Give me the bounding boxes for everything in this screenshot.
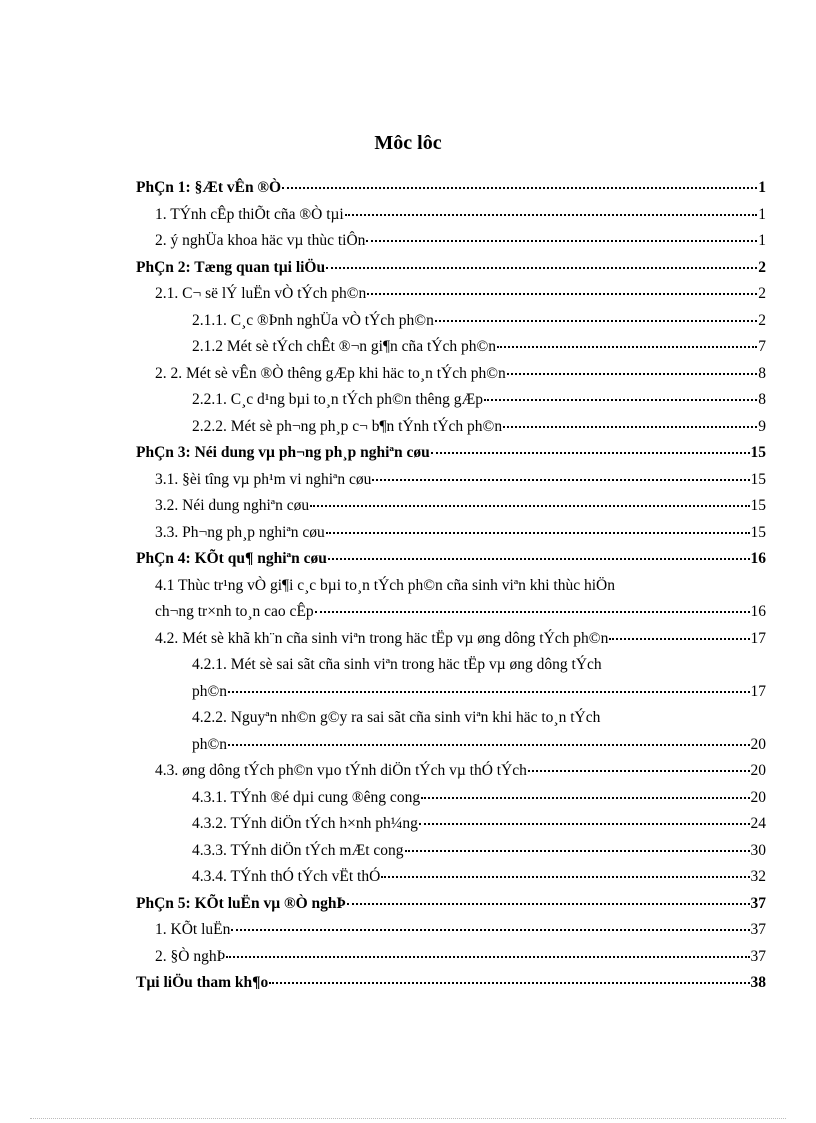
- toc-page-number: 8: [758, 364, 766, 382]
- toc-entry-text: 1. KÕt luËn: [155, 921, 231, 938]
- dot-leader: [421, 796, 749, 799]
- toc-page-number: 15: [750, 497, 766, 514]
- dot-leader: [497, 345, 757, 348]
- dot-leader: [345, 213, 758, 216]
- toc-page-number: 2: [758, 285, 766, 302]
- toc-page-number: 7: [758, 338, 766, 355]
- toc-entry[interactable]: [192, 788, 766, 808]
- toc-entry[interactable]: [155, 470, 766, 490]
- toc-entry[interactable]: [155, 602, 766, 622]
- toc-page-number: 24: [750, 815, 766, 832]
- toc-entry[interactable]: [136, 894, 766, 914]
- toc-entry[interactable]: [155, 205, 766, 225]
- toc-entry-text: PhÇn 3: Néi dung vµ ph¬ng ph¸p nghiªn cøu: [136, 444, 430, 461]
- dot-leader: [366, 239, 757, 242]
- dot-leader: [226, 955, 749, 958]
- toc-entry[interactable]: [136, 258, 766, 278]
- toc-page-number: 20: [750, 788, 766, 806]
- dot-leader: [372, 478, 749, 481]
- dot-leader: [228, 743, 749, 746]
- toc-entry[interactable]: [192, 337, 766, 357]
- toc-entry[interactable]: [155, 496, 766, 516]
- toc-entry-text-line1: 4.2.1. Mét sè sai sãt cña sinh viªn trong häc tËp vµ øng dông tÝch: [192, 656, 602, 673]
- toc-page-number: 8: [758, 391, 766, 408]
- toc-entry-text: ch¬ng tr×nh to¸n cao cÊp: [155, 603, 314, 620]
- dot-leader: [231, 928, 749, 931]
- toc-entry[interactable]: [192, 311, 766, 331]
- toc-page-number: 30: [750, 841, 766, 859]
- page-bottom-rule: [30, 1118, 786, 1119]
- toc-entry[interactable]: [192, 841, 766, 861]
- toc-entry-text: ph©n: [192, 682, 228, 700]
- dot-leader: [269, 981, 749, 984]
- toc-entry-text: 4.2. Mét sè khã kh¨n cña sinh viªn trong häc tËp vµ øng dông tÝch ph©n: [155, 629, 609, 647]
- toc-entry[interactable]: [136, 178, 766, 198]
- toc-entry-text: 1. TÝnh cÊp thiÕt cña ®Ò tµi: [155, 205, 344, 223]
- toc-page-number: 17: [750, 682, 766, 700]
- toc-page-number: 15: [750, 444, 766, 461]
- toc-page-number: 2: [758, 258, 766, 276]
- toc-entry[interactable]: [136, 443, 766, 463]
- toc-entry[interactable]: [155, 629, 766, 649]
- toc-entry[interactable]: [136, 973, 766, 993]
- toc-page-number: 2: [758, 311, 766, 329]
- toc-entry[interactable]: [155, 761, 766, 781]
- toc-page-number: 37: [750, 947, 766, 965]
- toc-entry[interactable]: [155, 284, 766, 304]
- toc-page-number: 20: [750, 735, 766, 753]
- toc-entry[interactable]: [192, 735, 766, 755]
- toc-page-number: 38: [750, 974, 766, 991]
- dot-leader: [381, 875, 749, 878]
- dot-leader: [419, 822, 750, 825]
- dot-leader: [315, 610, 750, 613]
- dot-leader: [435, 319, 757, 322]
- toc-entry-text: ph©n: [192, 735, 228, 753]
- dot-leader: [228, 690, 749, 693]
- toc-entry-text: 2.1.1. C¸c ®Þnh nghÜa vÒ tÝch ph©n: [192, 311, 434, 329]
- toc-entry[interactable]: [192, 390, 766, 410]
- toc-entry-text: PhÇn 5: KÕt luËn vµ ®Ò nghÞ: [136, 894, 346, 912]
- toc-entry-text: 3.1. §èi tîng vµ ph¹m vi nghiªn cøu: [155, 470, 372, 488]
- toc-entry-text: 2.1.2 Mét sè tÝch chÊt ®¬n gi¶n cña tÝch ph©n: [192, 338, 497, 355]
- toc-entry-text: 2. §Ò nghÞ: [155, 947, 226, 965]
- dot-leader: [282, 186, 757, 189]
- toc-entry[interactable]: [192, 814, 766, 834]
- toc-entry[interactable]: [155, 523, 766, 543]
- dot-leader: [503, 425, 757, 428]
- toc-entry-text: PhÇn 4: KÕt qu¶ nghiªn cøu: [136, 550, 327, 567]
- dot-leader: [507, 372, 758, 375]
- dot-leader: [405, 849, 750, 852]
- toc-entry[interactable]: [155, 364, 766, 384]
- toc-page-number: 20: [750, 762, 766, 779]
- toc-entry-text: 2.2.1. C¸c d¹ng bµi to¸n tÝch ph©n thêng gÆp: [192, 391, 483, 408]
- toc-page-number: 1: [758, 179, 766, 196]
- dot-leader: [326, 266, 757, 269]
- toc-page-number: 16: [750, 550, 766, 567]
- dot-leader: [347, 902, 750, 905]
- toc-entry-text: 4.3.2. TÝnh diÖn tÝch h×nh ph¼ng: [192, 815, 418, 832]
- toc-entry-text-line1: 4.2.2. Nguyªn nh©n g©y ra sai sãt cña sinh viªn khi häc to¸n tÝch: [192, 709, 601, 726]
- toc-entry[interactable]: [192, 867, 766, 887]
- dot-leader: [528, 769, 750, 772]
- toc-page-number: 15: [750, 523, 766, 541]
- toc-page-number: 37: [750, 894, 766, 912]
- page-title: Môc lôc: [374, 132, 442, 154]
- toc-entry[interactable]: [136, 549, 766, 569]
- dot-leader: [609, 637, 749, 640]
- toc-entry-text: PhÇn 2: Tæng quan tµi liÖu: [136, 258, 326, 276]
- toc-page-number: 16: [750, 603, 766, 620]
- toc-entry-text: Tµi liÖu tham kh¶o: [136, 974, 269, 991]
- toc-entry[interactable]: [192, 682, 766, 702]
- dot-leader: [484, 398, 757, 401]
- toc-page-number: 32: [750, 868, 766, 885]
- toc-entry-text: 4.3. øng dông tÝch ph©n vµo tÝnh diÖn tÝch vµ thÓ tÝch: [155, 762, 527, 779]
- toc-entry-text: PhÇn 1: §Æt vÊn ®Ò: [136, 179, 282, 196]
- toc-entry[interactable]: [155, 947, 766, 967]
- dot-leader: [326, 531, 750, 534]
- toc-entry-text: 4.3.4. TÝnh thÓ tÝch vËt thÓ: [192, 868, 381, 885]
- toc-entry-text: 4.3.1. TÝnh ®é dµi cung ®êng cong: [192, 788, 421, 806]
- toc-entry-text: 2. ý nghÜa khoa häc vµ thùc tiÔn: [155, 232, 366, 249]
- toc-entry-text: 2. 2. Mét sè vÊn ®Ò thêng gÆp khi häc to¸n tÝch ph©n: [155, 364, 506, 382]
- toc-entry-text: 2.2.2. Mét sè ph¬ng ph¸p c¬ b¶n tÝnh tÝch ph©n: [192, 417, 503, 435]
- toc-page-number: 37: [750, 921, 766, 938]
- toc-entry[interactable]: [192, 417, 766, 437]
- toc-entry[interactable]: [155, 231, 766, 251]
- toc-entry-text-line1: 4.1 Thùc tr¹ng vÒ gi¶i c¸c bµi to¸n tÝch ph©n cña sinh viªn khi thùc hiÖn: [155, 576, 615, 594]
- toc-entry-text: 3.3. Ph¬ng ph¸p nghiªn cøu: [155, 523, 325, 541]
- toc-entry-text: 4.3.3. TÝnh diÖn tÝch mÆt cong: [192, 841, 404, 859]
- dot-leader: [367, 292, 757, 295]
- toc-page-number: 15: [750, 470, 766, 488]
- toc-page-number: 1: [758, 232, 766, 249]
- toc-page-number: 9: [758, 417, 766, 435]
- dot-leader: [328, 557, 750, 560]
- dot-leader: [431, 451, 750, 454]
- toc-page-number: 17: [750, 629, 766, 647]
- toc-entry-text: 2.1. C¬ së lÝ luËn vÒ tÝch ph©n: [155, 285, 367, 302]
- toc-page-number: 1: [758, 205, 766, 223]
- toc-entry-text: 3.2. Néi dung nghiªn cøu: [155, 497, 310, 514]
- toc-entry[interactable]: [155, 920, 766, 940]
- dot-leader: [310, 504, 749, 507]
